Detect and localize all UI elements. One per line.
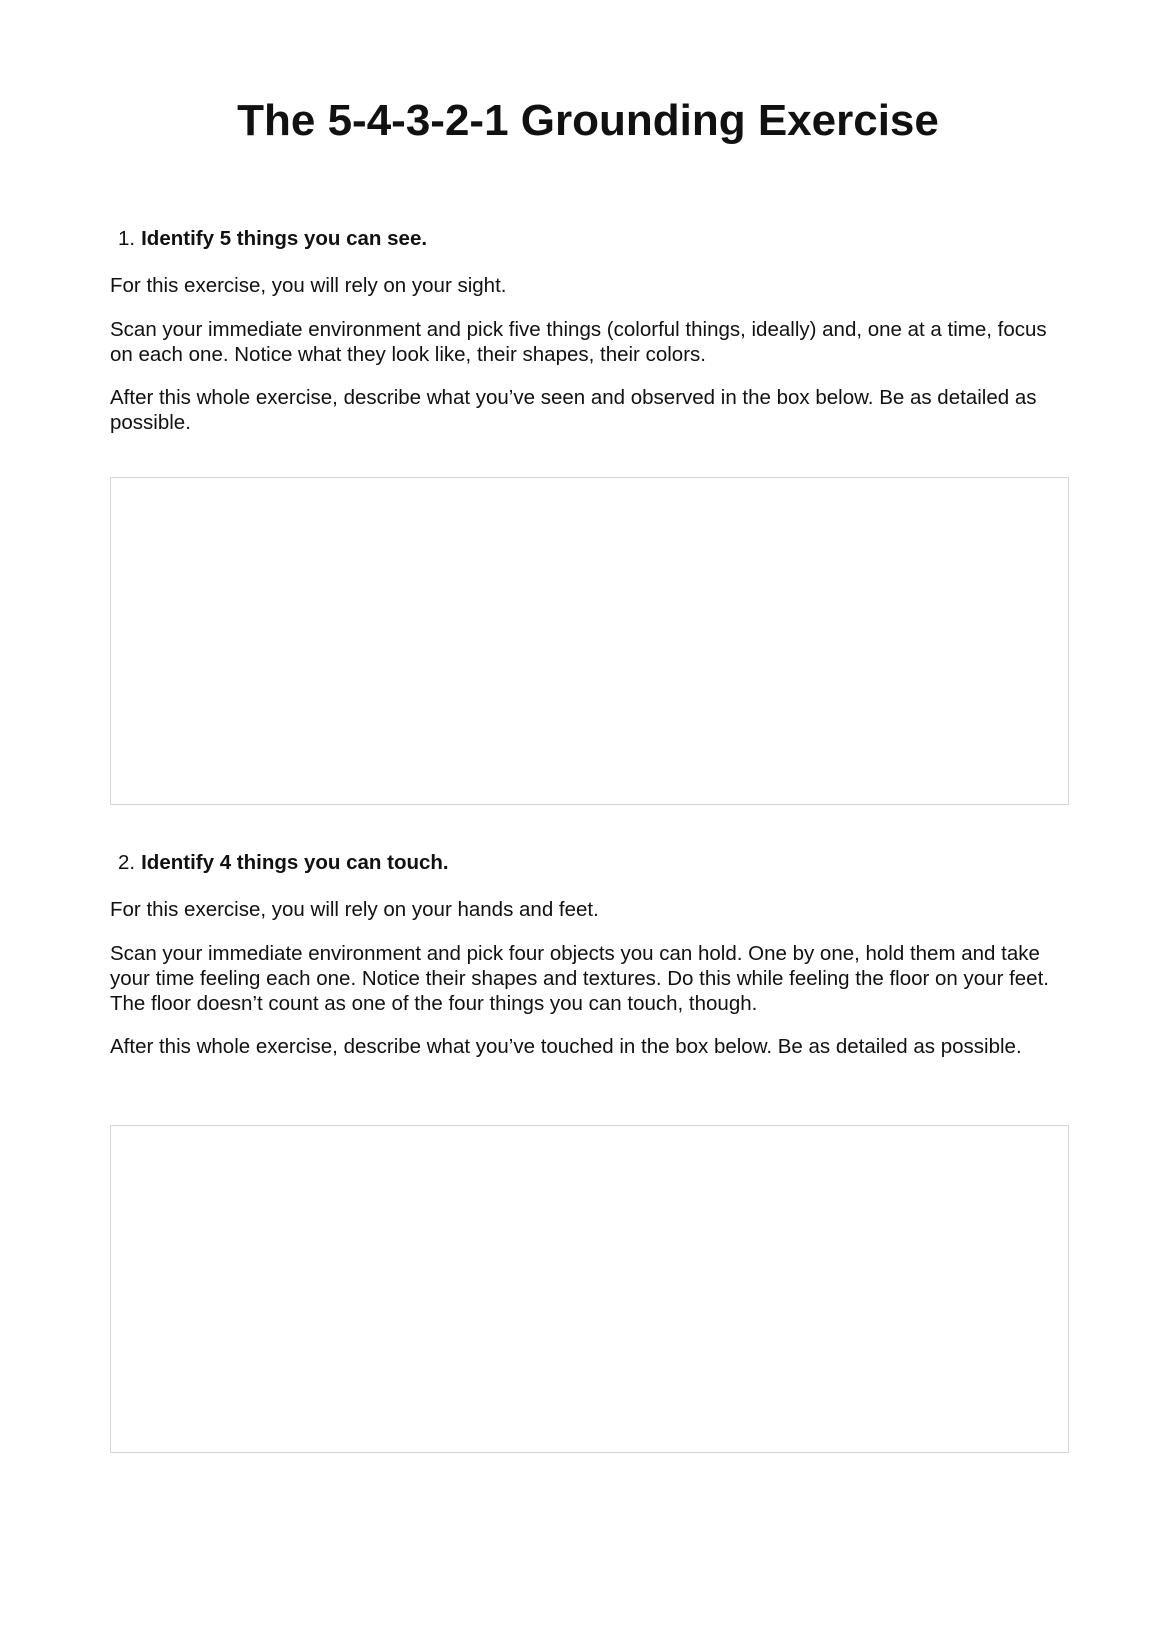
section-2-paragraph: For this exercise, you will rely on your hands and feet. [110, 898, 599, 921]
section-1-paragraph: For this exercise, you will rely on your sight. [110, 274, 507, 297]
page-title: The 5-4-3-2-1 Grounding Exercise [237, 96, 939, 145]
section-2-answer-box[interactable] [110, 1125, 1069, 1453]
section-1-answer-box[interactable] [110, 477, 1069, 805]
section-2-paragraph: Scan your immediate environment and pick four objects you can hold. One by one, hold them and take your time feeling each one. Notice their shapes and textures. Do this while feeling the floor on your feet. The floor doesn’t count as one of the four things you can touch, though. [110, 942, 1049, 1015]
section-number: 2. [118, 851, 136, 874]
section-1-heading [118, 227, 427, 251]
section-number: 1. [118, 227, 136, 250]
section-1-paragraph: Scan your immediate environment and pick five things (colorful things, ideally) and, one at a time, focus on each one. Notice what they look like, their shapes, their colors. [110, 318, 1047, 366]
section-title: Identify 5 things you can see. [141, 227, 428, 250]
section-1-paragraph: After this whole exercise, describe what you’ve seen and observed in the box below. Be as detailed as possible. [110, 386, 1037, 434]
section-title: Identify 4 things you can touch. [141, 851, 449, 874]
section-2-heading [118, 851, 449, 875]
section-2-paragraph: After this whole exercise, describe what you’ve touched in the box below. Be as detailed as possible. [110, 1035, 1022, 1058]
